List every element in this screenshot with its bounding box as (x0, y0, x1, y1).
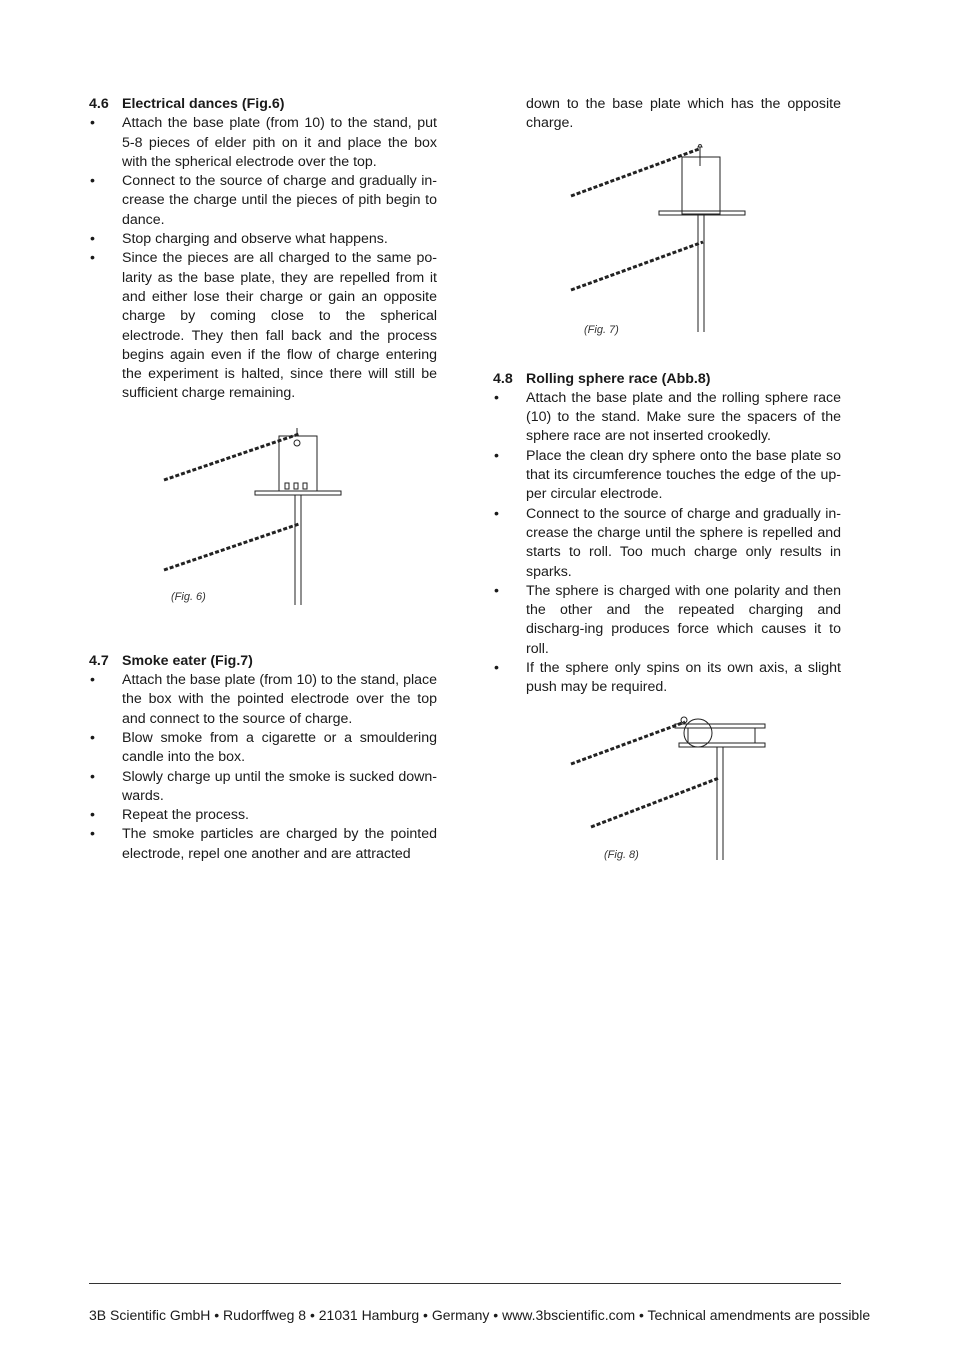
list-item: • The sphere is charged with one polarity and then the other and the repeated charging and discharg-ing produces force which causes it to roll. (493, 582, 841, 659)
section-4-6-list (89, 114, 437, 403)
section-title: Rolling sphere race (Abb.8) (526, 370, 711, 387)
list-item: • Since the pieces are all charged to the same po-larity as the base plate, they are repelled from it and either lose their charge or gain an opposite charge by coming close to the spherical electrode. They then fall back and the process begins again even if the flow of charge entering the experiment is halted, since there will still be sufficient charge remaining. (89, 249, 437, 403)
left-column (89, 95, 437, 864)
figure-8-caption: (Fig. 8) (604, 848, 639, 861)
section-title: Electrical dances (Fig.6) (122, 96, 285, 112)
figure-7-caption: (Fig. 7) (584, 323, 619, 336)
list-item: • Slowly charge up until the smoke is sucked down-wards. (89, 768, 437, 807)
figure-6-caption: (Fig. 6) (171, 590, 206, 603)
section-4-8-list (493, 389, 841, 698)
section-number: 4.6 (89, 96, 109, 112)
section-4-8-heading (493, 370, 841, 389)
figure-8 (493, 712, 841, 872)
section-4-6-heading (89, 95, 437, 114)
list-item: • Place the clean dry sphere onto the base plate so that its circumference touches the edge of the up-per circular electrode. (493, 447, 841, 505)
figure-7-drawing (493, 144, 841, 362)
list-item: • If the sphere only spins on its own axis, a slight push may be required. (493, 659, 841, 698)
figure-6 (89, 420, 437, 634)
section-4-7-heading (89, 652, 437, 671)
section-4-7-list (89, 671, 437, 864)
footer-divider (89, 1283, 841, 1284)
list-item: • Attach the base plate (from 10) to the stand, put 5-8 pieces of elder pith on it and place the box with the spherical electrode over the top. (89, 114, 437, 172)
figure-7 (493, 144, 841, 362)
list-item: • Stop charging and observe what happens. (89, 230, 437, 249)
section-title: Smoke eater (Fig.7) (122, 652, 253, 669)
list-item: • Attach the base plate (from 10) to the stand, place the box with the pointed electrode over the top and connect to the source of charge. (89, 671, 437, 729)
list-item: • Connect to the source of charge and gradually in-crease the charge until the pieces of pith begin to dance. (89, 172, 437, 230)
figure-8-drawing (493, 712, 841, 872)
list-item: • The smoke particles are charged by the pointed electrode, repel one another and are attracted (89, 825, 437, 864)
list-item: • Attach the base plate and the rolling sphere race (10) to the stand. Make sure the spacers of the sphere race are not inserted crookedly. (493, 389, 841, 447)
figure-6-drawing (89, 420, 437, 634)
list-item: • Connect to the source of charge and gradually in-crease the charge until the sphere is repelled and starts to roll. Too much charge only results in sparks. (493, 505, 841, 582)
right-column (493, 95, 841, 872)
list-item: • Repeat the process. (89, 806, 437, 825)
section-4-7-continuation: down to the base plate which has the opposite charge. (526, 96, 841, 132)
footer-text: 3B Scientific GmbH • Rudorffweg 8 • 21031 Hamburg • Germany • www.3bscientific.com • Technical amendments are possible (89, 1307, 871, 1323)
list-item: • Blow smoke from a cigarette or a smouldering candle into the box. (89, 729, 437, 768)
section-number: 4.7 (89, 652, 109, 669)
section-number: 4.8 (493, 370, 513, 387)
